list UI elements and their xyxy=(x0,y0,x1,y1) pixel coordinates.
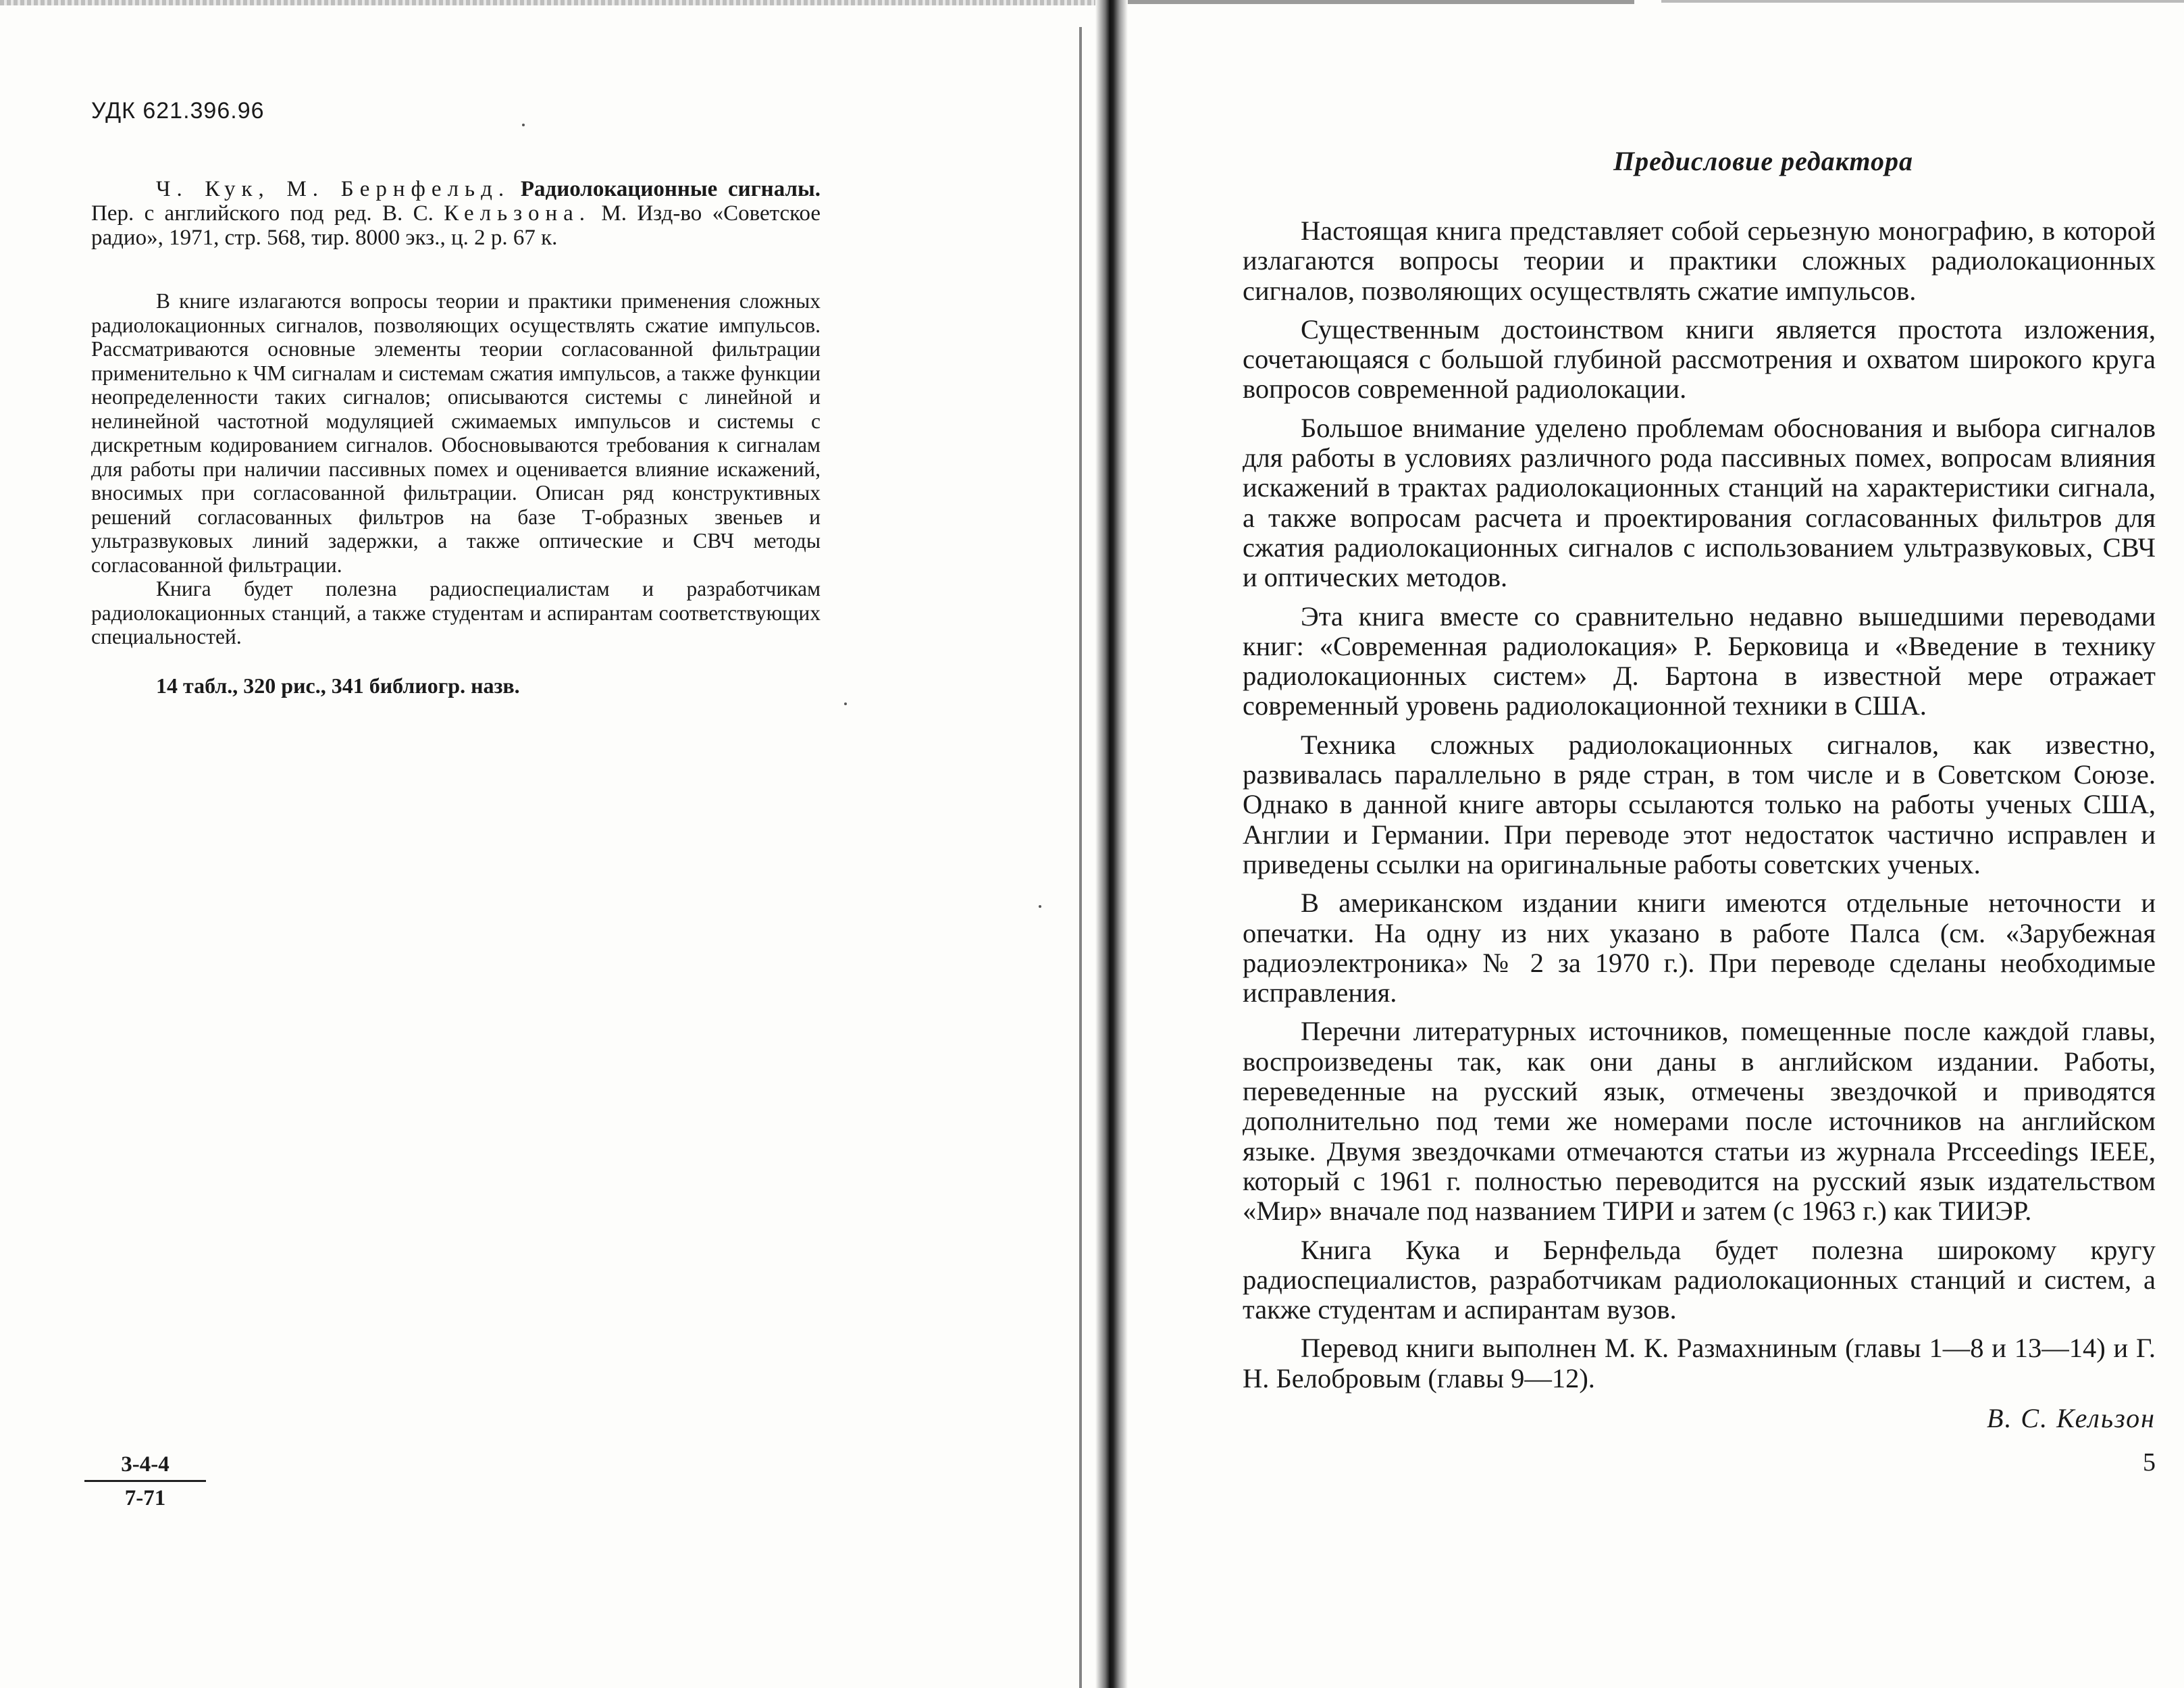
page-edge-shadow-right xyxy=(1121,0,1634,4)
page-number: 5 xyxy=(2143,1448,2156,1477)
preface-paragraph: Настоящая книга представляет собой серьезную монографию, в которой излагаются вопросы теории и практики сложных радиолокационных сигналов, позволяющих осуществлять сжатие импульсов. xyxy=(1243,215,2156,306)
editor-signature: В. С. Кельзон xyxy=(1986,1402,2156,1433)
right-page xyxy=(1243,145,2156,1477)
book-gutter xyxy=(1095,0,1128,1688)
preface-paragraph: Книга Кука и Бернфельда будет полезна широкому кругу радиоспециалистов, разработчикам радиолокационных станций и систем, а также студентам и аспирантам вузов. xyxy=(1243,1234,2156,1325)
page-edge-shadow-right-2 xyxy=(1661,0,2184,3)
print-speck xyxy=(844,702,847,705)
print-speck xyxy=(522,124,525,126)
preface-paragraph: В американском издании книги имеются отдельные неточности и опечатки. На одну из них указано в работе Палса (см. «Зарубежная радиоэлектроника» № 2 за 1970 г.). При переводе сделаны необходимые исправления. xyxy=(1243,888,2156,1008)
annotation-audience: Книга будет полезна радиоспециалистам и разработчикам радиолокационных станций, а также студентам и аспирантам соответствующих специальностей. xyxy=(91,577,821,648)
page-edge-shadow xyxy=(0,0,1108,5)
left-page xyxy=(91,98,821,698)
code-divider xyxy=(84,1480,206,1482)
preface-paragraph: Существенным достоинством книги является простота изложения, сочетающаяся с большой глубиной рассмотрения и охватом широкого круга вопросов современной радиолокации. xyxy=(1243,313,2156,405)
code-bottom: 7-71 xyxy=(124,1486,166,1510)
biblio-text-end: М. Изд-во «Советское радио», 1971, стр. 568, тир. 8000 экз., ц. 2 р. 67 к. xyxy=(91,201,821,250)
table-figure-count: 14 табл., 320 рис., 341 библиогр. назв. xyxy=(156,673,520,698)
publisher-code xyxy=(108,1452,182,1511)
preface-paragraph: Техника сложных радиолокационных сигналов, как известно, развивалась параллельно в ряде стран, в том числе и в Советском Союзе. Однако в данной книге авторы ссылаются только на работы ученых США, Англии и Германии. При переводе этот недостаток частично исправлен и приведены ссылки на оригинальные работы советских ученых. xyxy=(1243,729,2156,879)
preface-paragraph: Перечни литературных источников, помещенные после каждой главы, воспроизведены так, как они даны в английском издании. Работы, переведенные на русский язык, отмечены звездочкой и приводятся дополнительно под теми же номерами после источников на английском языке. Двумя звездочками отмечаются статьи из журнала Prcceedings IEEE, который с 1961 г. полностью переводится на русский язык издательством «Мир» вначале под названием ТИРИ и затем (с 1963 г.) как ТИИЭР. xyxy=(1243,1016,2156,1227)
biblio-text-start: Пер. с английского под ред. В. С. xyxy=(91,201,444,226)
preface-paragraph: Эта книга вместе со сравнительно недавно вышедшими переводами книг: «Современная радиолокация» Р. Берковица и «Введение в технику радиолокационных систем» Д. Бартона в известной мере отражает современный уровень радиолокационной техники в США. xyxy=(1243,600,2156,721)
book-title: Радиолокационные сигналы. xyxy=(520,177,821,201)
authors: Ч. Кук, М. Бернфельд. xyxy=(156,177,511,201)
bibliographic-record xyxy=(91,177,821,250)
code-top: 3-4-4 xyxy=(121,1452,170,1477)
preface-paragraph: Перевод книги выполнен М. К. Размахниным (главы 1—8 и 13—14) и Г. Н. Белобровым (главы 9—12). xyxy=(1243,1333,2156,1393)
preface-title: Предисловие редактора xyxy=(1613,146,1914,176)
udk-code: УДК 621.396.96 xyxy=(91,98,265,124)
print-speck xyxy=(1039,905,1041,908)
annotation-paragraph: В книге излагаются вопросы теории и практики применения сложных радиолокационных сигналов, позволяющих осуществлять сжатие импульсов. Рассматриваются основные элементы теории согласованной фильтрации применительно к ЧМ сигналам и системам сжатия импульсов, а также функции неопределенности таких сигналов; описываются системы с линейной и нелинейной частотной модуляцией сжимаемых импульсов и системы с дискретным кодированием сигналов. Обосновываются требования к сигналам для работы при наличии пассивных помех и оценивается влияние искажений, вносимых при согласованной фильтрации. Описан ряд конструктивных решений согласованных фильтров на базе Т-образных звеньев и ультразвуковых линий задержки, а также оптические и СВЧ методы согласованной фильтрации. xyxy=(91,289,821,577)
preface-paragraph: Большое внимание уделено проблемам обоснования и выбора сигналов для работы в условиях различного рода пассивных помех, вопросам влияния искажений в трактах радиолокационных станций на характеристики сигнала, а также вопросам расчета и проектирования согласованных фильтров для сжатия радиолокационных сигналов с использованием ультразвуковых, СВЧ и оптических методов. xyxy=(1243,412,2156,593)
gutter-edge xyxy=(1079,27,1082,1688)
editor-name: Кельзона. xyxy=(444,201,592,226)
